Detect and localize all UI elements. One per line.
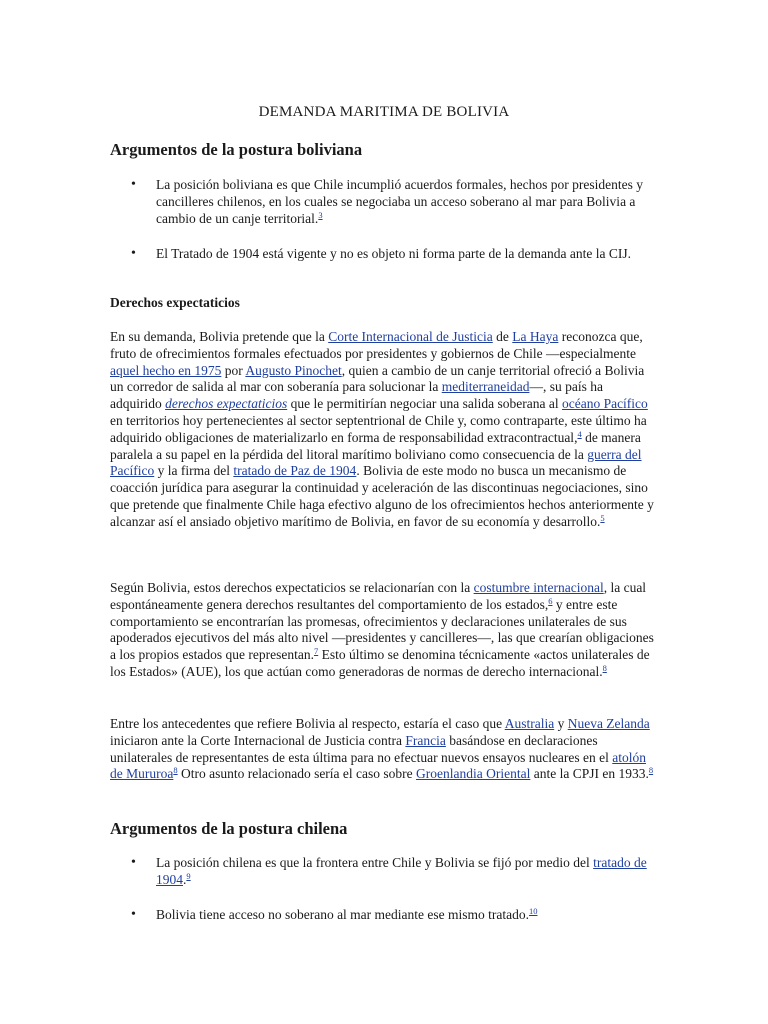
text: y entre este comportamiento se encontrarían las promesas, ofrecimientos y declaraciones unilaterales de sus apoderados ejecutivos del más alto nivel —presidentes y cancilleres—, las que crearían obligaciones a los propios estados que representan.	[110, 596, 654, 663]
document-title: DEMANDA MARITIMA DE BOLIVIA	[258, 104, 510, 120]
reference-link[interactable]: 4	[577, 428, 582, 439]
link-australia[interactable]: Australia	[504, 716, 555, 731]
text: iniciaron ante la Corte Internacional de Justicia contra	[110, 732, 406, 748]
reference-link[interactable]: 8	[648, 765, 654, 776]
link-nueva-zelanda[interactable]: Nueva Zelanda	[567, 716, 650, 731]
bullet-text: La posición boliviana es que Chile incumplió acuerdos formales, hechos por presidentes y cancilleres chilenos, en los cuales se negociaba un acceso soberano al mar para Bolivia a cambio de un canje territorial.	[156, 177, 643, 226]
reference-link[interactable]: 8	[173, 765, 178, 776]
bolivian-arguments-heading: Argumentos de la postura boliviana	[110, 140, 363, 159]
text: , quien a cambio de un canje territorial ofreció a Bolivia un corredor de salida al mar con soberanía para solucionar la	[110, 362, 645, 395]
text: ante la CPJI en 1933.	[530, 766, 649, 782]
text: que le permitirían negociar una salida soberana al	[287, 396, 562, 412]
chilean-bullet-1	[156, 854, 666, 888]
reference-link[interactable]: 6	[548, 595, 553, 606]
text: Otro asunto relacionado sería el caso sobre	[177, 766, 417, 782]
text: —, su país ha adquirido	[110, 379, 603, 412]
text: de manera paralela a su papel en la pérdida del litoral marítimo boliviano como consecuencia de la	[110, 429, 641, 462]
chilean-arguments-heading: Argumentos de la postura chilena	[110, 819, 348, 838]
link-augusto-pinochet[interactable]: Augusto Pinochet	[245, 362, 342, 378]
text: , la cual espontáneamente genera derechos resultantes del comportamiento de los estados,	[110, 580, 647, 612]
link-derechos-expectaticios[interactable]: derechos expectaticios	[165, 396, 288, 412]
text: . Bolivia de este modo no busca un mecanismo de coacción jurídica para asegurar la continuidad y aceleración de las discontinuas negociaciones, sino que pretende que finalmente Chile haga efectivo alguno de los ofrecimientos hechos anteriormente y alcanzar así el ansiado objetivo marítimo de Bolivia, en favor de su economía y desarrollo.	[110, 463, 654, 529]
bullet-marker: •	[131, 855, 136, 870]
reference-link[interactable]: 7	[313, 646, 319, 657]
link-tratado-1904[interactable]: tratado de 1904	[156, 855, 647, 887]
bullet-marker: •	[131, 907, 136, 922]
text: En su demanda, Bolivia pretende que la	[110, 329, 329, 344]
link-la-haya[interactable]: La Haya	[512, 329, 559, 344]
reference-link[interactable]: 8	[602, 662, 607, 673]
link-aquel-hecho-1975[interactable]: aquel hecho en 1975	[110, 362, 222, 378]
paragraph-demand	[110, 329, 658, 531]
text: en territorios hoy pertenecientes al sector septentrional de Chile y, como contraparte, este último ha adquirido obligaciones de materializarlo en forma de responsabilidad extracontractual,	[110, 412, 647, 445]
bullet-marker: •	[131, 246, 136, 261]
text: basándose en declaraciones unilaterales de representantes de esta última para no efectuar nuevos ensayos nucleares en el	[110, 732, 613, 765]
text: y	[554, 716, 568, 731]
link-oceano-pacifico[interactable]: océano Pacífico	[561, 396, 648, 412]
text: Entre los antecedentes que refiere Bolivia al respecto, estaría el caso que	[110, 716, 505, 731]
text: Según Bolivia, estos derechos expectaticios se relacionarían con la	[110, 580, 474, 595]
link-atolon-mururoa[interactable]: atolón de Mururoa	[110, 749, 647, 782]
link-mediterraneidad[interactable]: mediterraneidad	[441, 379, 530, 395]
link-guerra-del-pacifico[interactable]: guerra del Pacífico	[110, 446, 642, 479]
text: reconozca que, fruto de ofrecimientos formales efectuados por presidentes y gobiernos de Chile —especialmente	[110, 329, 643, 361]
text: por	[221, 362, 246, 378]
bolivian-bullet-1	[156, 176, 666, 227]
link-groenlandia-oriental[interactable]: Groenlandia Oriental	[416, 766, 531, 782]
text: .	[183, 872, 187, 887]
link-tratado-paz-1904[interactable]: tratado de Paz de 1904	[233, 463, 357, 479]
bullet-text: El Tratado de 1904 está vigente y no es objeto ni forma parte de la demanda ante la CIJ.	[156, 246, 631, 261]
bolivian-bullet-2	[156, 245, 666, 262]
bullet-text: Bolivia tiene acceso no soberano al mar mediante ese mismo tratado.	[156, 907, 529, 922]
text: y la firma del	[154, 463, 234, 479]
derechos-heading: Derechos expectaticios	[110, 295, 240, 310]
reference-link[interactable]: 10	[529, 906, 538, 916]
bullet-marker: •	[131, 177, 136, 192]
text: Esto último se denomina técnicamente «actos unilaterales de los Estados» (AUE), los que actúan como generadoras de normas de derecho internacional.	[110, 647, 650, 679]
reference-link[interactable]: 5	[600, 512, 605, 523]
paragraph-custom-law	[110, 580, 658, 681]
link-costumbre-internacional[interactable]: costumbre internacional	[473, 580, 604, 595]
text: de	[492, 329, 513, 344]
bullet-text: La posición chilena es que la frontera entre Chile y Bolivia se fijó por medio del	[156, 855, 594, 870]
paragraph-precedents	[110, 716, 658, 783]
reference-link[interactable]: 3	[318, 210, 323, 220]
link-corte-internacional[interactable]: Corte Internacional de Justicia	[328, 329, 493, 344]
chilean-bullet-2	[156, 906, 666, 923]
reference-link[interactable]: 9	[186, 871, 191, 881]
link-francia[interactable]: Francia	[405, 732, 446, 748]
